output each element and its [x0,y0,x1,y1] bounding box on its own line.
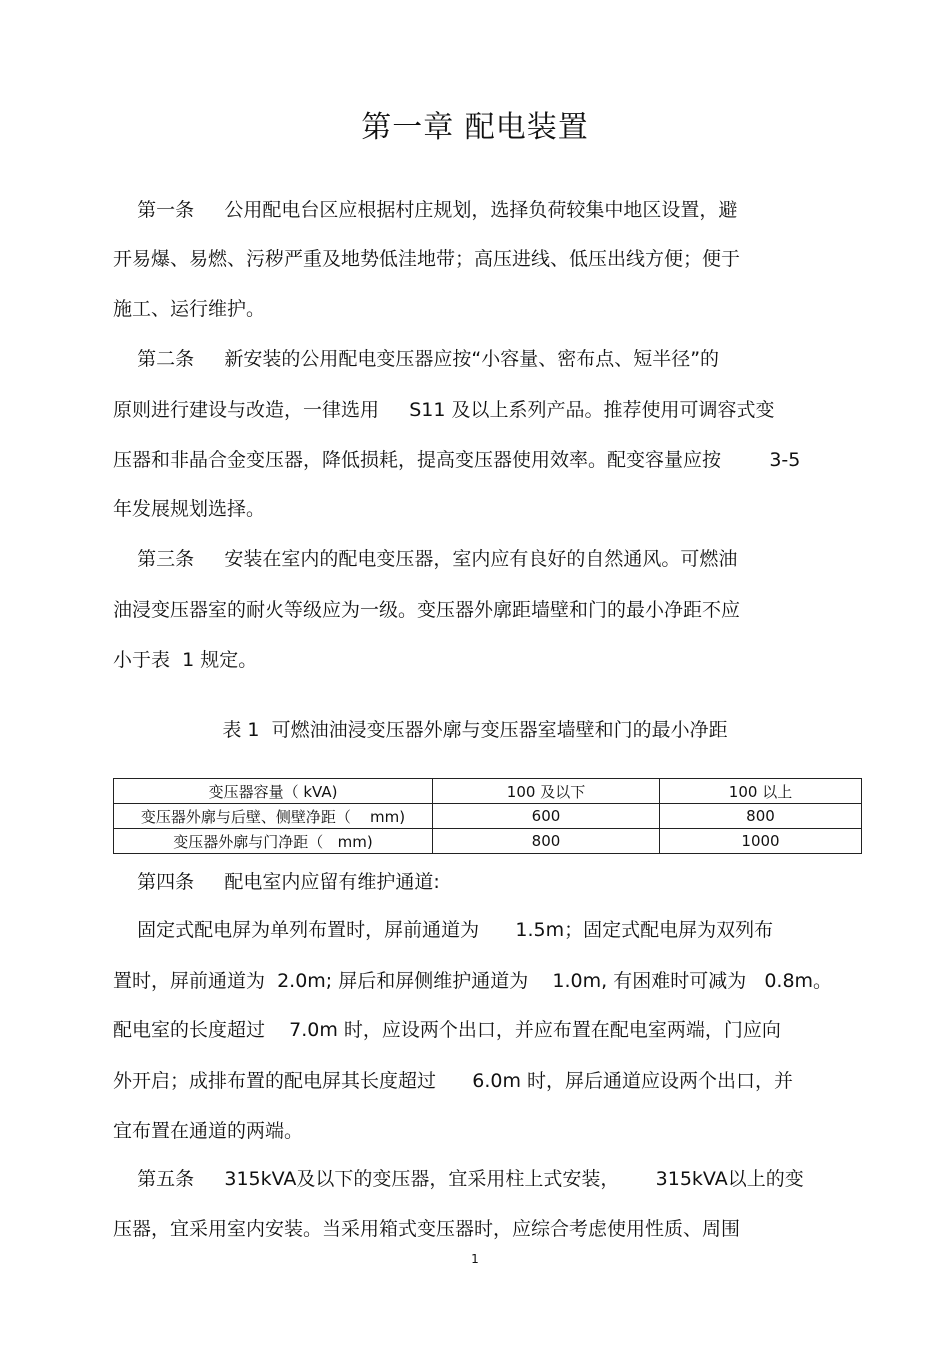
body-line: 第三条 安装在室内的配电变压器，室内应有良好的自然通风。可燃油 [113,548,738,570]
table-cell: 变压器容量（ kVA) [114,779,433,804]
body-line: 开易爆、易燃、污秽严重及地势低洼地带；高压进线、低压出线方便；便于 [113,248,741,270]
body-line: 置时，屏前通道为 2.0m; 屏后和屏侧维护通道为 1.0m, 有困难时可减为 0.8m。 [113,970,833,992]
page-number: 1 [471,1252,479,1266]
clearance-table [113,778,862,854]
body-line: 原则进行建设与改造，一律选用 S11 及以上系列产品。推荐使用可调容式变 [113,399,775,421]
body-line: 压器，宜采用室内安装。当采用箱式变压器时，应综合考虑使用性质、周围 [113,1218,741,1240]
table-caption: 表 1 可燃油油浸变压器外廓与变压器室墙壁和门的最小净距 [222,719,728,741]
table-cell: 100 及以下 [433,779,660,804]
table-cell: 变压器外廓与后壁、侧壁净距（ mm) [114,804,433,829]
body-line: 第五条 315kVA及以下的变压器，宜采用柱上式安装， 315kVA以上的变 [113,1168,804,1190]
body-line: 压器和非晶合金变压器，降低损耗，提高变压器使用效率。配变容量应按 3-5 [113,449,801,471]
chapter-title: 第一章 配电装置 [361,110,589,145]
table-cell: 600 [433,804,660,829]
table-row [114,829,862,854]
body-line: 固定式配电屏为单列布置时，屏前通道为 1.5m；固定式配电屏为双列布 [113,919,774,941]
body-line: 第一条 公用配电台区应根据村庄规划，选择负荷较集中地区设置，避 [113,199,738,221]
table-row [114,779,862,804]
body-line: 油浸变压器室的耐火等级应为一级。变压器外廓距墙壁和门的最小净距不应 [113,599,741,621]
body-line: 第四条 配电室内应留有维护通道: [113,871,440,893]
table-cell: 100 以上 [660,779,862,804]
body-line: 外开启；成排布置的配电屏其长度超过 6.0m 时，屏后通道应设两个出口，并 [113,1070,794,1092]
table-cell: 1000 [660,829,862,854]
table-cell: 800 [660,804,862,829]
body-line: 年发展规划选择。 [113,498,266,520]
body-line: 第二条 新安装的公用配电变压器应按“小容量、密布点、短半径”的 [113,348,720,370]
table-cell: 800 [433,829,660,854]
table-cell: 变压器外廓与门净距（ mm) [114,829,433,854]
body-line: 小于表 1 规定。 [113,649,258,671]
table-row [114,804,862,829]
body-line: 施工、运行维护。 [113,298,266,320]
body-line: 配电室的长度超过 7.0m 时，应设两个出口，并应布置在配电室两端，门应向 [113,1019,781,1041]
body-line: 宜布置在通道的两端。 [113,1120,304,1142]
